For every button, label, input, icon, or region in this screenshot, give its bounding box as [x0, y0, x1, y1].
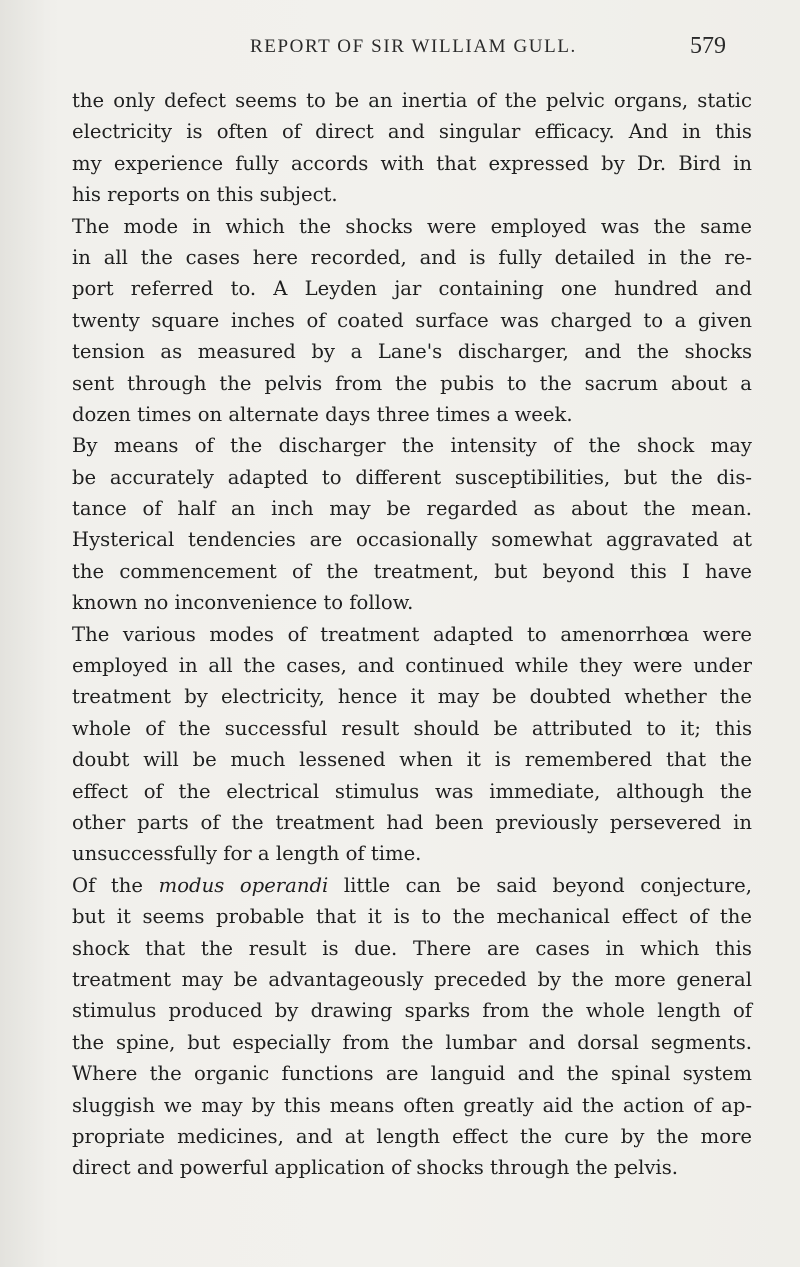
text-line: tension as measured by a Lane's discharger, and the shocks — [72, 340, 752, 364]
text-line: known no inconvenience to follow. — [72, 591, 414, 615]
text-line: stimulus produced by drawing sparks from the whole length of — [72, 999, 752, 1023]
text-line: electricity is often of direct and singular efficacy. And in this — [72, 120, 752, 144]
running-header — [0, 33, 800, 76]
text-line: treatment may be advantageously preceded by the more general — [72, 967, 752, 991]
text-line: direct and powerful application of shocks through the pelvis. — [72, 1156, 678, 1180]
text-line: The various modes of treatment adapted to amenorrhœa were — [72, 622, 752, 646]
text-line: twenty square inches of coated surface was charged to a given — [72, 308, 752, 332]
text-line: be accurately adapted to different susceptibilities, but the dis- — [72, 465, 752, 489]
text-line: The mode in which the shocks were employed was the same — [72, 214, 752, 238]
text-line: my experience fully accords with that expressed by Dr. Bird in — [72, 151, 752, 175]
text-line: employed in all the cases, and continued while they were under — [72, 654, 752, 678]
text-line: Of the modus operandi little can be said beyond conjecture, — [72, 873, 752, 897]
text-line: his reports on this subject. — [72, 183, 338, 207]
page-number: 579 — [690, 33, 726, 59]
page-gutter-shadow — [0, 0, 60, 1267]
running-title: REPORT OF SIR WILLIAM GULL. — [250, 36, 577, 57]
text-line: doubt will be much lessened when it is remembered that the — [72, 748, 752, 772]
body-text — [72, 85, 752, 1184]
text-line: whole of the successful result should be attributed to it; this — [72, 716, 752, 740]
text-line: other parts of the treatment had been previously persevered in — [72, 810, 752, 834]
text-line: dozen times on alternate days three times a week. — [72, 402, 573, 426]
text-line: Where the organic functions are languid and the spinal system — [72, 1062, 752, 1086]
text-line: port referred to. A Leyden jar containing one hundred and — [72, 277, 752, 301]
text-line: the spine, but especially from the lumbar and dorsal segments. — [72, 1030, 752, 1054]
text-line: but it seems probable that it is to the mechanical effect of the — [72, 905, 752, 929]
italic-phrase: modus operandi — [158, 873, 329, 897]
text-line: effect of the electrical stimulus was immediate, although the — [72, 779, 752, 803]
text-line: tance of half an inch may be regarded as about the mean. — [72, 497, 752, 521]
text-line: sluggish we may by this means often greatly aid the action of ap- — [72, 1093, 752, 1117]
text-line: the only defect seems to be an inertia of the pelvic organs, static — [72, 89, 752, 112]
text-line: propriate medicines, and at length effect the cure by the more — [72, 1124, 752, 1148]
text-line: Hysterical tendencies are occasionally somewhat aggravated at — [72, 528, 752, 552]
text-line: treatment by electricity, hence it may be doubted whether the — [72, 685, 752, 709]
text-line: in all the cases here recorded, and is fully detailed in the re- — [72, 245, 752, 269]
text-line: the commencement of the treatment, but beyond this I have — [72, 559, 752, 583]
text-line: sent through the pelvis from the pubis to the sacrum about a — [72, 371, 752, 395]
text-line: By means of the discharger the intensity of the shock may — [72, 434, 752, 458]
text-line: shock that the result is due. There are cases in which this — [72, 936, 752, 960]
text-line: unsuccessfully for a length of time. — [72, 842, 422, 866]
